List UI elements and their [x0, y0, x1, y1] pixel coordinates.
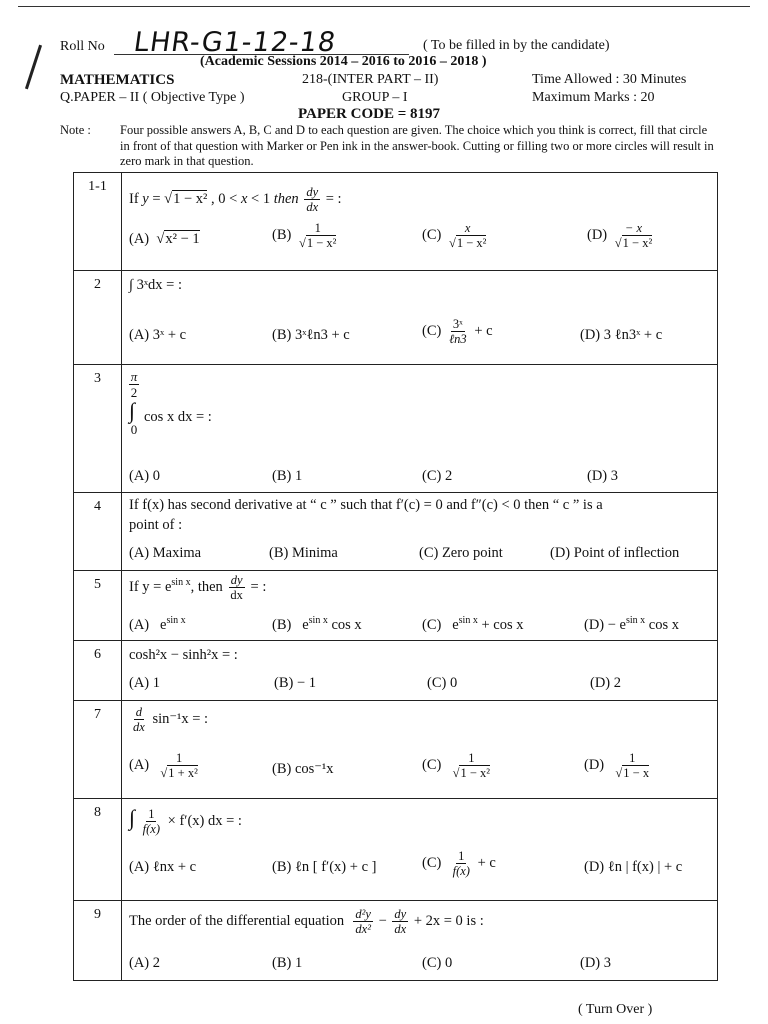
question-stem: If y = √1 − x² , 0 < x < 1 then $\frac{dy}{dx}$ = :: [129, 185, 342, 214]
question-row: [74, 365, 718, 493]
roll-label: Roll No: [60, 39, 105, 54]
option-a: (A) $e^{sin x}$: [129, 615, 186, 633]
option-a: (A) Maxima: [129, 545, 202, 561]
option-b: (B) 1: [272, 468, 303, 484]
question-body: [122, 701, 718, 799]
option-b: (B) $\frac{1}{\text{√1 − x²}}$: [272, 221, 337, 250]
option-d: (D) 3 ℓn3ˣ + c: [580, 327, 663, 343]
fraction: $\frac{\text{d²y}}{\text{dx²}}$: [355, 907, 371, 936]
radicand: x² − 1: [165, 231, 200, 247]
question-stem-cont: point of :: [129, 517, 183, 533]
note-label: Note :: [60, 123, 91, 137]
option-a: (A) 0: [129, 468, 161, 484]
question-row: [74, 701, 718, 799]
option-c: (C) 0: [422, 955, 453, 971]
fraction: $\frac{\text{3ˣ}}{\text{ℓn3}}$: [448, 317, 467, 346]
option-c: (C) $e^{sin x} + \cos x$: [422, 615, 524, 633]
fraction: $\frac{x}{\text{√1 − x²}}$: [448, 221, 487, 250]
option-c: (C) $\frac{x}{\text{√1 − x²}}$: [422, 221, 487, 250]
option-b: (B) $e^{sin x}$ cos x: [272, 615, 362, 633]
group: GROUP – I: [342, 90, 408, 105]
question-body: [122, 493, 718, 571]
option-a: (A) ℓnx + c: [129, 859, 197, 875]
option-b: (B) cos⁻¹x: [272, 761, 334, 777]
radicand: 1 − x²: [173, 190, 208, 207]
fraction: $\frac{1}{f(x)}$: [452, 849, 470, 878]
paper-code: PAPER CODE = 8197: [298, 106, 441, 122]
question-body: [122, 365, 718, 493]
option-d: (D) Point of inflection: [550, 545, 680, 561]
question-number: 5: [74, 571, 122, 641]
fraction: $\frac{1}{f(x)}$: [142, 807, 161, 837]
question-number: 2: [74, 271, 122, 365]
pen-mark: [25, 45, 42, 90]
option-a: (A) $\frac{1}{\text{√1 + x²}}$: [129, 751, 198, 780]
fraction: $\frac{dy}{dx}$: [230, 573, 243, 602]
roll-note: ( To be filled in by the candidate): [423, 38, 610, 53]
question-body: [122, 799, 718, 901]
question-stem: ∫ $\frac{1}{f(x)}$ × f′(x) dx = :: [129, 805, 242, 837]
fraction: $\frac{1}{\text{√1 − x²}}$: [298, 221, 337, 250]
max-marks: Maximum Marks : 20: [532, 90, 655, 105]
option-c: (C) 0: [427, 675, 458, 691]
option-d: (D) $\frac{- x}{\text{√1 − x²}}$: [587, 221, 653, 250]
question-stem: cos x dx = :: [144, 409, 212, 425]
option-b: (B) 3ˣℓn3 + c: [272, 327, 350, 343]
question-row: [74, 641, 718, 701]
fraction: $\frac{dy}{dx}$: [394, 907, 407, 936]
option-b: (B) − 1: [274, 675, 317, 691]
question-body: [122, 173, 718, 271]
option-b: (B) Minima: [269, 545, 338, 561]
question-body: [122, 271, 718, 365]
roll-line: [114, 27, 409, 58]
question-stem: cosh²x − sinh²x = :: [129, 647, 238, 663]
question-body: [122, 641, 718, 701]
option-d: (D) 3: [580, 955, 612, 971]
fraction: $\frac{1}{√1 - x}$: [615, 751, 650, 780]
question-row: [74, 571, 718, 641]
integral-limits: π 2 ∫ 0: [129, 369, 138, 437]
question-row: [74, 901, 718, 981]
option-a: (A) 3ˣ + c: [129, 327, 187, 343]
question-table: [73, 172, 718, 981]
stem-end: = :: [325, 190, 342, 207]
option-c: (C) $\frac{\text{3ˣ}}{\text{ℓn3}}$ + c: [422, 317, 493, 346]
fraction: $\frac{- x}{\text{√1 − x²}}$: [614, 221, 653, 250]
question-row: [74, 493, 718, 571]
question-number: 8: [74, 799, 122, 901]
paper-type: Q.PAPER – II ( Objective Type ): [60, 90, 245, 105]
option-a: (A) 1: [129, 675, 161, 691]
option-d: (D) ℓn | f(x) | + c: [584, 859, 683, 875]
option-d: (D) $\frac{1}{√1 - x}$: [584, 751, 650, 780]
option-d: $(D) - e^{sin x}$ cos x: [584, 615, 680, 633]
note: [60, 123, 715, 170]
option-a: (A) √x² − 1: [129, 231, 200, 247]
question-row: [74, 173, 718, 271]
question-stem: $\frac{d}{dx}$ sin⁻¹x = :: [133, 705, 209, 734]
subject: MATHEMATICS: [60, 72, 175, 88]
question-stem: ∫ 3ˣdx = :: [129, 277, 182, 293]
note-text: Four possible answers A, B, C and D to each question are given. The choice which you think is correct, fill that circle in front of that question with Marker or Pen ink in the answer-book. Cutting or filling two or more circles will result in zero mark in that question.: [120, 123, 714, 168]
option-a: (A) 2: [129, 955, 161, 971]
part: 218-(INTER PART – II): [302, 72, 439, 87]
option-b: (B) ℓn [ f′(x) + c ]: [272, 859, 377, 875]
question-stem: If f(x) has second derivative at “ c ” such that f′(c) = 0 and f″(c) < 0 then “ c ” is a: [129, 497, 603, 513]
question-body: [122, 571, 718, 641]
option-d: (D) 2: [590, 675, 622, 691]
fraction: $\frac{1}{\text{√1 − x²}}$: [452, 751, 491, 780]
question-row: [74, 799, 718, 901]
question-stem: If $y = e^{sin x}$, then $\frac{dy}{dx}$ = :: [129, 573, 267, 602]
question-number: 6: [74, 641, 122, 701]
option-c: (C) 2: [422, 468, 453, 484]
option-d: (D) 3: [587, 468, 619, 484]
top-rule: [18, 6, 750, 7]
stem-text: If: [129, 190, 143, 207]
fraction: $\frac{d}{dx}$: [133, 705, 145, 734]
fraction: $\frac{1}{\text{√1 + x²}}$: [160, 751, 198, 780]
option-b: (B) 1: [272, 955, 303, 971]
question-stem: The order of the differential equation $\frac{\text{d²y}}{\text{dx²}}$ − $\frac{dy}{dx}$ + 2x = 0 is :: [129, 907, 484, 936]
question-row: [74, 271, 718, 365]
question-number: 1-1: [74, 173, 122, 271]
fraction: $\frac{dy}{dx}$: [306, 185, 319, 214]
turn-over: ( Turn Over ): [578, 1002, 653, 1017]
roll-handwritten: LHR-G1-12-18: [132, 27, 339, 58]
option-c: (C) $\frac{1}{\text{√1 − x²}}$: [422, 751, 491, 780]
time-allowed: Time Allowed : 30 Minutes: [532, 72, 687, 87]
question-number: 7: [74, 701, 122, 799]
option-c: (C) Zero point: [419, 545, 503, 561]
question-number: 4: [74, 493, 122, 571]
question-number: 3: [74, 365, 122, 493]
sessions: (Academic Sessions 2014 – 2016 to 2016 – 2018 ): [200, 54, 487, 69]
question-number: 9: [74, 901, 122, 981]
option-c: (C) $\frac{1}{f(x)}$ + c: [422, 849, 496, 878]
roll-number: [60, 27, 409, 58]
question-body: [122, 901, 718, 981]
